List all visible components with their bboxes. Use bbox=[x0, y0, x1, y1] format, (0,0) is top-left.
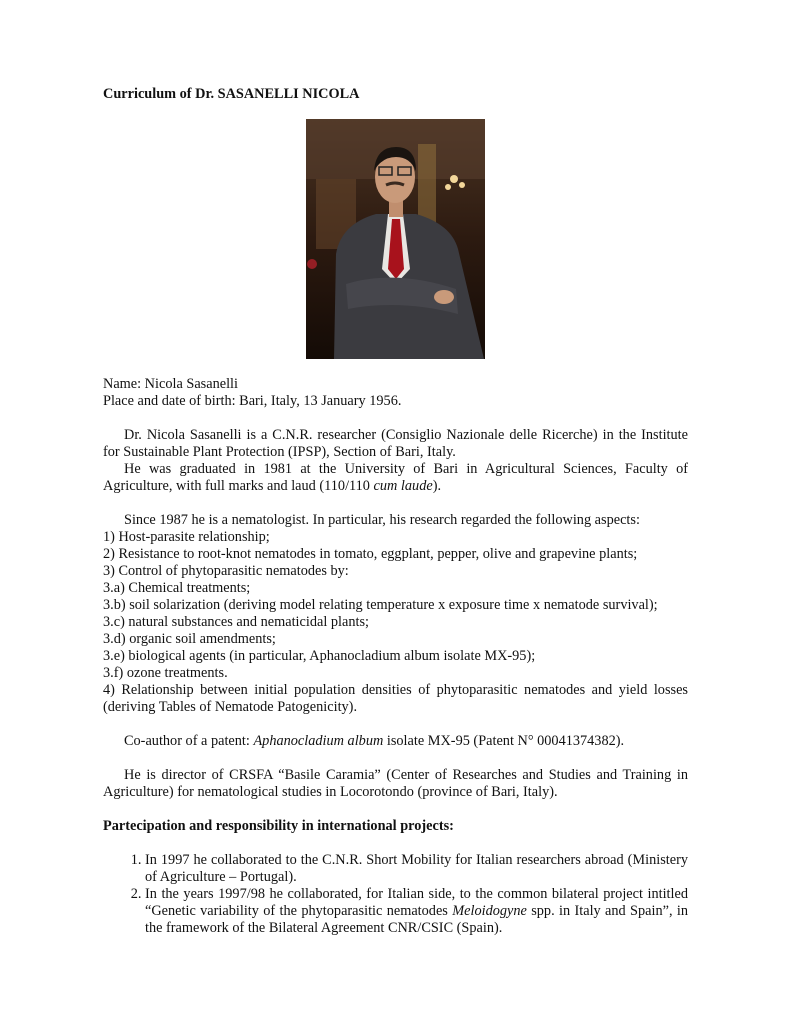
intro-paragraph-2: He was graduated in 1981 at the University of Bari in Agricultural Sciences, Faculty of Agriculture, with full marks and laud (110/110 cum laude). bbox=[103, 461, 688, 494]
research-item: 2) Resistance to root-knot nematodes in tomato, eggplant, pepper, olive and grapevine plants; bbox=[103, 546, 638, 562]
patent-line: Co-author of a patent: Aphanocladium album isolate MX-95 (Patent N° 00041374382). bbox=[124, 733, 625, 749]
document-title: Curriculum of Dr. SASANELLI NICOLA bbox=[103, 86, 360, 102]
name-line: Name: Nicola Sasanelli bbox=[103, 376, 238, 392]
project-item: 2. In the years 1997/98 he collaborated, for Italian side, to the common bilateral project intitled “Genetic variability of the phytoparasitic nematodes Meloidogyne spp. in Italy and Spain”, in the framework of the Bilateral Agreement CNR/CSIC (Spain). bbox=[145, 886, 688, 937]
birth-line: Place and date of birth: Bari, Italy, 13 January 1956. bbox=[103, 393, 402, 409]
research-item: 3.b) soil solarization (deriving model relating temperature x exposure time x nematode survival); bbox=[103, 597, 658, 613]
personal-info bbox=[103, 376, 688, 937]
research-item: 4) Relationship between initial population densities of phytoparasitic nematodes and yield losses (deriving Tables of Nematode Patogenicity). bbox=[103, 682, 688, 715]
projects-list bbox=[103, 852, 688, 937]
research-item: 3.d) organic soil amendments; bbox=[103, 631, 276, 647]
director-paragraph: He is director of CRSFA “Basile Caramia” (Center of Researches and Studies and Training in Agriculture) for nematological studies in Locorotondo (province of Bari, Italy). bbox=[103, 767, 688, 800]
research-item: 3.e) biological agents (in particular, Aphanocladium album isolate MX-95); bbox=[103, 648, 536, 664]
portrait-photo bbox=[306, 119, 485, 359]
projects-heading: Partecipation and responsibility in international projects: bbox=[103, 818, 454, 834]
research-item: 3) Control of phytoparasitic nematodes by: bbox=[103, 563, 349, 579]
intro-paragraph-1: Dr. Nicola Sasanelli is a C.N.R. researcher (Consiglio Nazionale delle Ricerche) in the Institute for Sustainable Plant Protection (IPSP), Section of Bari, Italy. bbox=[103, 427, 688, 460]
research-item: 1) Host-parasite relationship; bbox=[103, 529, 270, 545]
research-item: 3.a) Chemical treatments; bbox=[103, 580, 251, 596]
research-item: 3.f) ozone treatments. bbox=[103, 665, 228, 681]
research-intro: Since 1987 he is a nematologist. In particular, his research regarded the following aspects: bbox=[124, 512, 640, 528]
project-item: 1. In 1997 he collaborated to the C.N.R. Short Mobility for Italian researchers abroad (Ministery of Agriculture – Portugal). bbox=[145, 852, 688, 886]
research-item: 3.c) natural substances and nematicidal plants; bbox=[103, 614, 369, 630]
